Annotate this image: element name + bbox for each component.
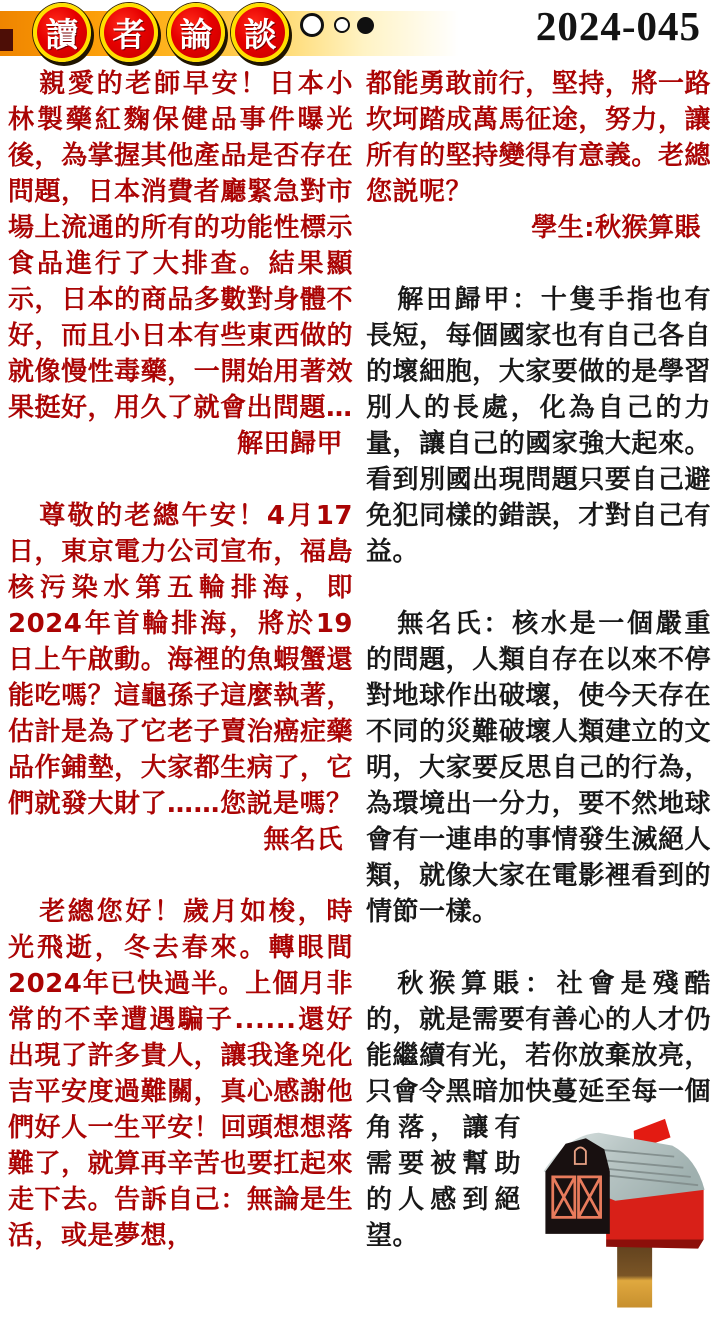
letter-body: 親愛的老師早安！日本小林製藥紅麴保健品事件曝光後，為掌握其他產品是否存在問題，日本消費者廳緊急對市場上流通的所有的功能性標示食品進行了大排查。結果顯示，日本的商品多數對身體不好，而且小日本有些東西做的就像慢性毒藥，一開始用著效果挺好，用久了就會出問題…	[8, 69, 353, 423]
circle-filled-icon	[357, 17, 374, 34]
letter-body: 老總您好！歲月如梭，時光飛逝，冬去春來。轉眼間2024年已快過半。上個月非常的不幸遭遇騙子......還好出現了許多貴人，讓我逢兇化吉平安度過難關，真心感謝他們好人一生平安！回頭想想落難了，就算再辛苦也要扛起來走下去。告訴自己：無論是生活，或是夢想，	[8, 897, 353, 1251]
issue-number: 2024-045	[535, 3, 701, 49]
reader-letter	[8, 894, 353, 1254]
editor-reply	[366, 282, 711, 570]
reader-letter	[8, 498, 353, 858]
left-column	[8, 66, 353, 1342]
reply-body: 秋猴算賬：社會是殘酷的，就是需要有善心的人才仍能繼續有光，若你放棄放亮，只會令黑暗加快	[366, 969, 711, 1107]
right-column	[366, 66, 711, 1342]
masthead-badge-char: 談	[231, 3, 289, 62]
masthead-band-stub	[0, 29, 13, 51]
page-body	[0, 66, 717, 1342]
page-header	[0, 0, 717, 64]
letter-signature: 無名氏	[263, 825, 343, 855]
reply-body: 無名氏：核水是一個嚴重的問題，人類自存在以來不停對地球作出破壞，使今天存在不同的災難破壞人類建立的文明，大家要反思自己的行為，為環境出一分力，要不然地球會有一連串的事情發生滅絕人類，就像大家在電影裡看到的情節一樣。	[366, 609, 711, 927]
masthead-badge-char: 者	[100, 3, 158, 62]
letter-signature: 學生:秋猴算賬	[531, 213, 701, 243]
editor-reply	[366, 966, 711, 1254]
reply-body: 蔓延至每一個角落，讓有需要被幫助的人感到絕望。	[366, 1077, 711, 1251]
masthead-badge-char: 論	[167, 3, 225, 62]
letter-signature: 解田歸甲	[236, 429, 343, 459]
reader-letter-continuation	[366, 66, 711, 246]
mailbox-image	[527, 1112, 711, 1308]
circle-outline-small-icon	[334, 17, 350, 33]
letter-body: 都能勇敢前行，堅持，將一路坎坷踏成萬馬征途，努力，讓所有的堅持變得有意義。老總您説呢？	[366, 69, 711, 207]
reply-body: 解田歸甲：十隻手指也有長短，每個國家也有自己各自的壞細胞，大家要做的是學習別人的長處，化為自己的力量，讓自己的國家強大起來。看到別國出現問題只要自己避免犯同樣的錯誤，才對自己有益。	[366, 285, 711, 567]
letter-body: 尊敬的老總午安！4月17日，東京電力公司宣布，福島核污染水第五輪排海，即2024年首輪排海，將於19日上午啟動。海裡的魚蝦蟹還能吃嗎？這龜孫子這麼執著，估計是為了它老子賣治癌症藥品作鋪墊，大家都生病了，它們就發大財了……您説是嗎？	[8, 501, 353, 819]
masthead-title	[33, 3, 289, 62]
reader-letter	[8, 66, 353, 462]
editor-reply	[366, 606, 711, 930]
masthead-badge-char: 讀	[33, 3, 91, 62]
circle-outline-large-icon	[300, 13, 324, 37]
